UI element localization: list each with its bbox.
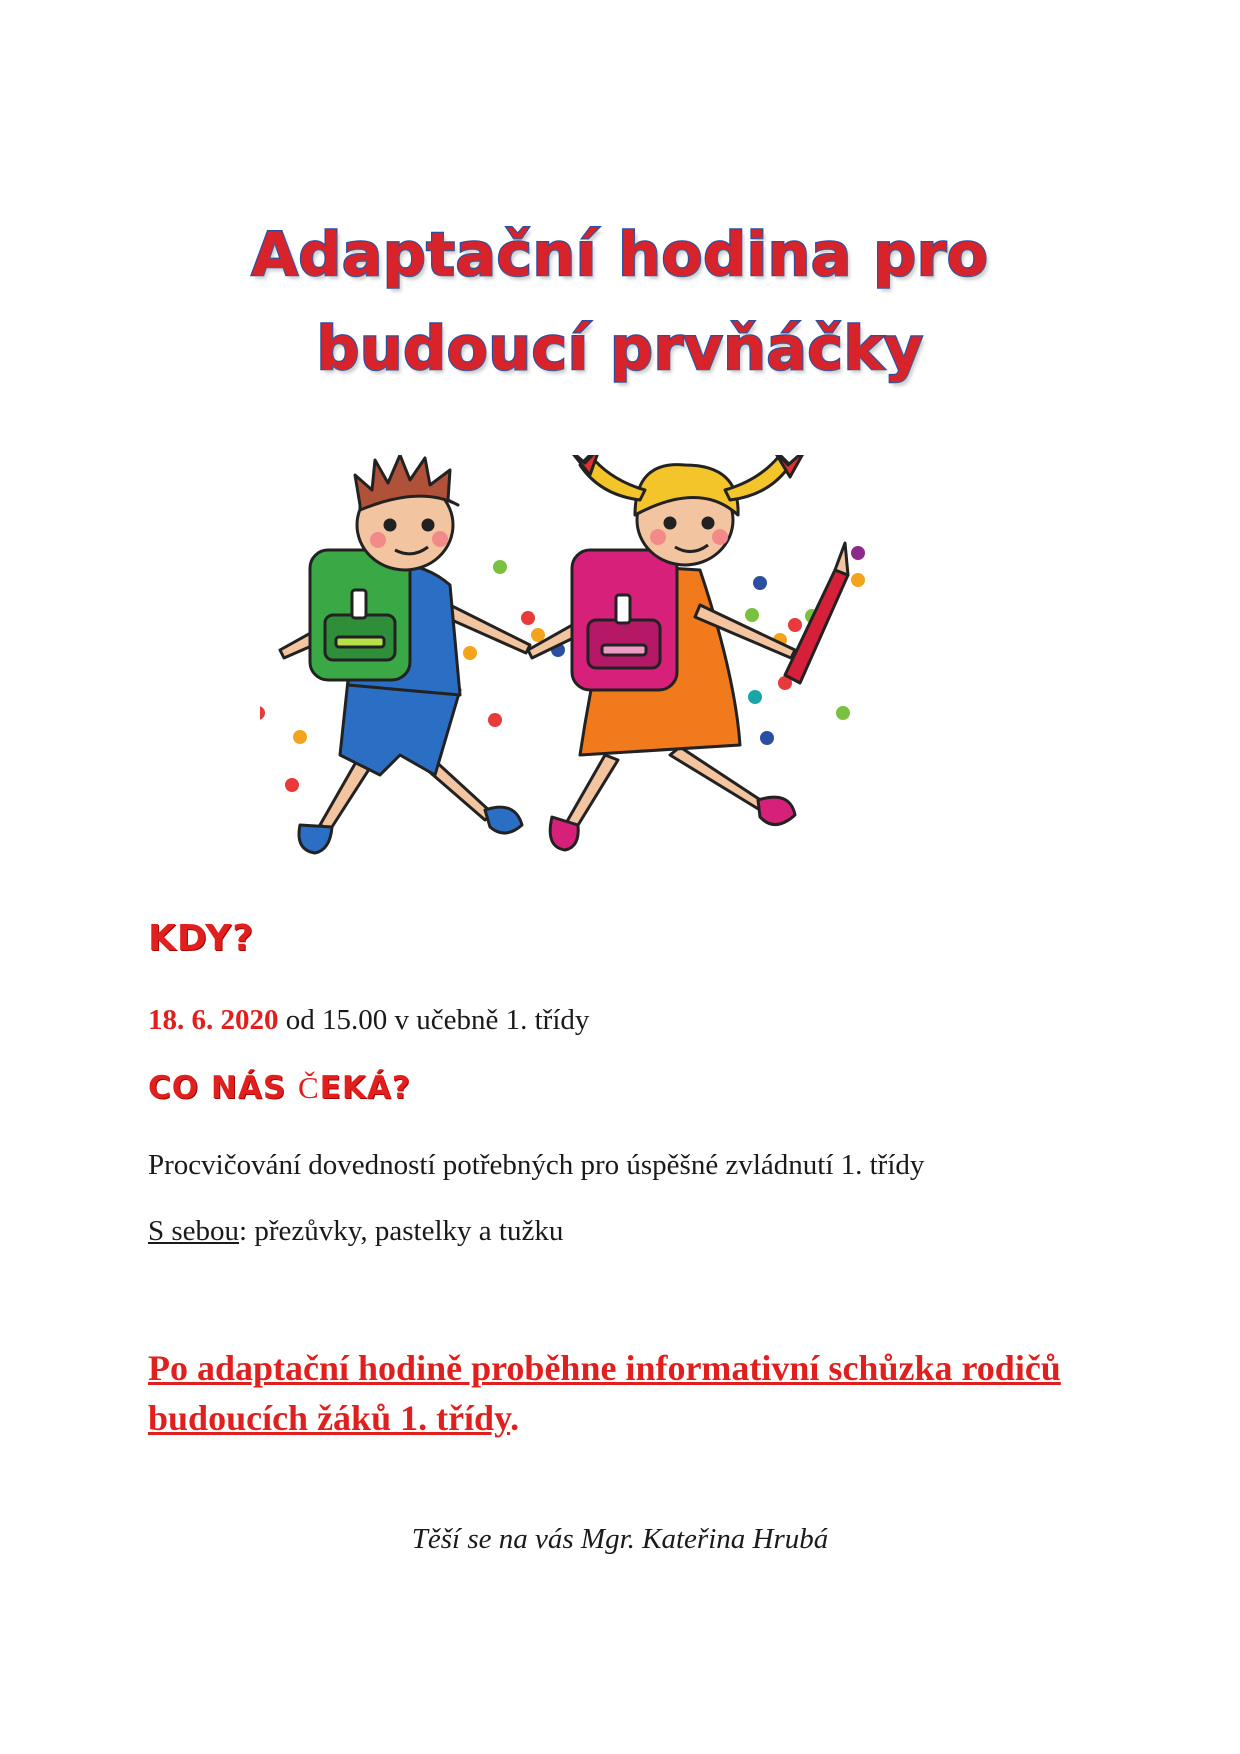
what-heading-part1: CO NÁS xyxy=(148,1070,298,1106)
what-heading xyxy=(148,1070,411,1106)
girl-figure xyxy=(528,455,848,850)
signature: Těší se na vás Mgr. Kateřina Hrubá xyxy=(411,1523,829,1555)
page-title xyxy=(0,208,1240,396)
children-with-backpacks-illustration xyxy=(260,455,980,875)
notice-end: . xyxy=(510,1398,520,1438)
parents-meeting-notice xyxy=(148,1343,1128,1443)
when-line xyxy=(148,1003,589,1037)
practice-text: Procvičování dovedností potřebných pro úspěšné zvládnutí 1. třídy xyxy=(148,1149,925,1181)
title-line-1: Adaptační hodina pro xyxy=(251,220,989,290)
bring-label: S sebou xyxy=(148,1215,240,1247)
what-heading-part2: EKÁ? xyxy=(319,1070,411,1106)
bring-line xyxy=(148,1214,563,1248)
event-time-place: od 15.00 v učebně 1. třídy xyxy=(278,1004,590,1036)
bring-items: : přezůvky, pastelky a tužku xyxy=(239,1215,564,1247)
when-heading: KDY? xyxy=(148,918,255,959)
title-line-2: budoucí prvňáčky xyxy=(316,314,924,384)
notice-text: Po adaptační hodině proběhne informativní schůzka rodičů budoucích žáků 1. třídy xyxy=(148,1348,1061,1438)
boy-figure xyxy=(280,455,530,853)
event-date: 18. 6. 2020 xyxy=(148,1004,279,1036)
what-heading-letter: Č xyxy=(297,1070,320,1105)
